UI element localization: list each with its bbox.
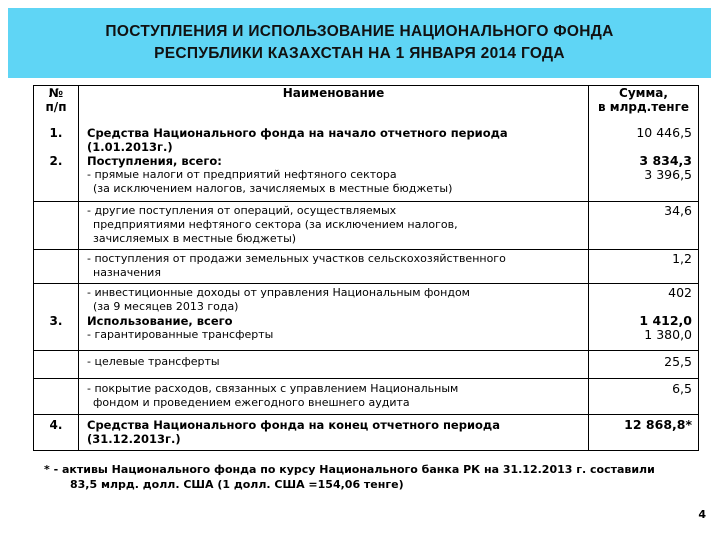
row-label-line: предприятиями нефтяного сектора (за исключением налогов, [93, 218, 458, 231]
page-title-line1: ПОСТУПЛЕНИЯ И ИСПОЛЬЗОВАНИЕ НАЦИОНАЛЬНОГО ФОНДА [105, 23, 614, 40]
row-label-line: - покрытие расходов, связанных с управлением Национальным [87, 381, 459, 395]
table-row [34, 350, 699, 378]
row-sum: 402 [589, 284, 699, 315]
row-sum: 10 446,5 [589, 126, 699, 154]
row-label [79, 378, 589, 414]
row-label-line: - инвестиционные доходы от управления Национальным фондом [87, 286, 470, 299]
row-number [34, 250, 79, 284]
footnote-line: 83,5 млрд. долл. США (1 долл. США =154,06 тенге) [70, 478, 404, 491]
fund-table [33, 85, 699, 451]
table-row [34, 414, 699, 450]
row-sum: 3 834,3 [589, 154, 699, 168]
row-number [34, 350, 79, 378]
row-label [79, 126, 589, 154]
table-row [34, 154, 699, 168]
row-label [79, 284, 589, 315]
row-label [79, 168, 589, 202]
row-label-line: назначения [93, 266, 161, 279]
row-label [79, 250, 589, 284]
row-label: Поступления, всего: [79, 154, 589, 168]
table-row [34, 284, 699, 315]
row-sum: 1 380,0 [589, 328, 699, 350]
title-banner [8, 8, 711, 78]
row-sum: 6,5 [589, 378, 699, 414]
row-sum: 12 868,8* [589, 414, 699, 450]
header-sum-label: Сумма, [619, 86, 668, 100]
row-sum: 25,5 [589, 350, 699, 378]
row-label-line: - прямые налоги от предприятий нефтяного сектора [87, 167, 397, 181]
row-sum: 1 412,0 [589, 314, 699, 328]
row-number [34, 168, 79, 202]
row-label [79, 414, 589, 450]
table-row [34, 328, 699, 350]
row-label: Использование, всего [79, 314, 589, 328]
header-sum [589, 86, 699, 126]
row-number [34, 284, 79, 315]
row-number [34, 328, 79, 350]
header-num-symbol: № [48, 86, 64, 100]
table-row [34, 202, 699, 250]
header-name: Наименование [79, 86, 589, 126]
table-row [34, 126, 699, 154]
page-number: 4 [698, 508, 706, 521]
row-number [34, 202, 79, 250]
row-number [34, 378, 79, 414]
row-label [79, 202, 589, 250]
row-label-line: зачисляемых в местные бюджеты) [93, 232, 297, 245]
row-label-line: фондом и проведением ежегодного внешнего аудита [93, 395, 410, 409]
table-row [34, 168, 699, 202]
row-number: 4. [34, 414, 79, 450]
row-label-line: (за исключением налогов, зачисляемых в местные бюджеты) [93, 181, 453, 195]
footnote [44, 462, 694, 492]
row-label-line: - поступления от продажи земельных участков сельскохозяйственного [87, 252, 506, 265]
header-sum-unit: в млрд.тенге [597, 100, 689, 114]
table-row [34, 250, 699, 284]
row-label: - гарантированные трансферты [79, 328, 589, 350]
table-header-row [34, 86, 699, 126]
page-title-line2: РЕСПУБЛИКИ КАЗАХСТАН НА 1 ЯНВАРЯ 2014 ГОДА [154, 45, 565, 62]
row-number: 2. [34, 154, 79, 168]
row-label: - целевые трансферты [79, 350, 589, 378]
row-label-line: - другие поступления от операций, осуществляемых [87, 204, 397, 217]
row-sum: 34,6 [589, 202, 699, 250]
table-row [34, 314, 699, 328]
row-label-line: (1.01.2013г.) [87, 139, 173, 154]
row-number: 3. [34, 314, 79, 328]
row-label-line: (за 9 месяцев 2013 года) [93, 300, 239, 313]
row-label-line: Средства Национального фонда на конец отчетного периода [87, 417, 500, 432]
row-sum: 1,2 [589, 250, 699, 284]
row-label-line: (31.12.2013г.) [87, 431, 181, 446]
table-row [34, 378, 699, 414]
header-num [34, 86, 79, 126]
row-sum: 3 396,5 [589, 168, 699, 202]
row-number: 1. [34, 126, 79, 154]
header-num-label: п/п [45, 100, 67, 114]
row-label-line: Средства Национального фонда на начало отчетного периода [87, 125, 508, 140]
footnote-line: * - активы Национального фонда по курсу Национального банка РК на 31.12.2013 г. составили [44, 463, 655, 476]
